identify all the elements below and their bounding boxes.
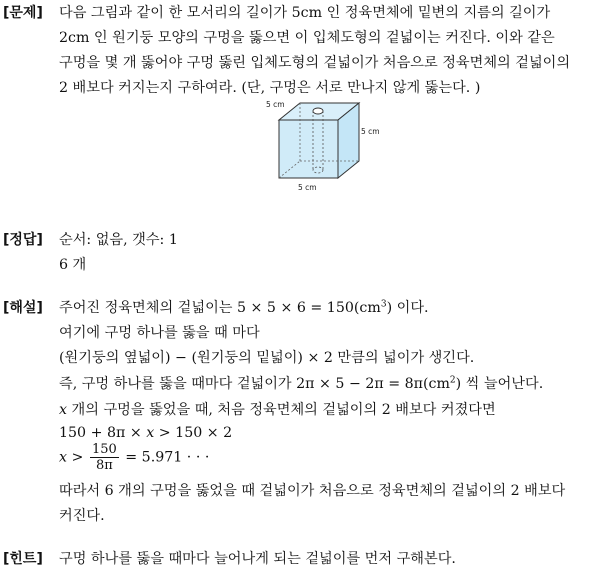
solution-line-4	[59, 373, 543, 393]
solution-l4-tail: ) 씩 늘어난다.	[455, 376, 544, 392]
solution-l5-text: 개의 구멍을 뚫었을 때, 처음 정육면체의 겉넓이의 2 배보다 커졌다면	[67, 402, 496, 418]
solution-l7-var: x	[59, 449, 68, 466]
solution-l1-text: 주어진 정육면체의 겉넓이는	[59, 300, 233, 316]
hint-tag: [힌트]	[3, 551, 43, 567]
solution-l6-b: > 150 × 2	[154, 425, 233, 441]
solution-l3-d: × 2 만큼의 넓이가 생긴다.	[302, 350, 475, 366]
solution-l6-a: 150 + 8π ×	[59, 425, 147, 441]
solution-line-9: 커진다.	[59, 508, 105, 524]
solution-line-8: 따라서 6 개의 구멍을 뚫었을 때 겉넓이가 처음으로 정육면체의 겉넓이의 2 배보다	[59, 483, 566, 499]
problem-tag: [문제]	[3, 5, 43, 21]
solution-line-2: 여기에 구멍 하나를 뚫을 때 마다	[59, 325, 260, 341]
fraction-numerator: 150	[91, 442, 117, 457]
problem-line-2: 2cm 인 원기둥 모양의 구멍을 뚫으면 이 입체도형의 겉넓이는 커진다. 이와 같은	[59, 30, 555, 46]
answer-tag: [정답]	[3, 232, 43, 248]
solution-l3-b: −	[170, 350, 192, 366]
solution-l7-tail: = 5.971 · · ·	[120, 449, 210, 466]
label-bottom: 5 cm	[298, 183, 317, 192]
label-top: 5 cm	[266, 100, 285, 109]
solution-line-3	[59, 347, 474, 367]
cube-figure	[262, 98, 392, 194]
solution-l1-math: 5 × 5 × 6 = 150(cm	[237, 300, 381, 316]
solution-l7-gt: >	[67, 449, 88, 466]
solution-l4-text: 즉, 구멍 하나를 뚫을 때마다 겉넓이가	[59, 376, 292, 392]
solution-tag: [해설]	[3, 300, 43, 316]
answer-line-1: 순서: 없음, 갯수: 1	[59, 232, 178, 248]
solution-l4-sup: 2	[449, 375, 456, 386]
problem-line-4: 2 배보다 커지는지 구하여라. (단, 구멍은 서로 만나지 않게 뚫는다. )	[59, 80, 481, 96]
solution-l4-math: 2π × 5 − 2π = 8π(cm	[296, 376, 450, 392]
fraction-denominator: 8π	[95, 458, 113, 473]
solution-line-5	[59, 399, 496, 419]
solution-line-7	[59, 443, 209, 472]
label-right: 5 cm	[361, 127, 380, 136]
solution-l3-a: (원기둥의 옆넓이)	[59, 350, 171, 366]
solution-line-6	[59, 425, 232, 441]
solution-l6-var: x	[146, 425, 155, 441]
problem-line-1: 다음 그림과 같이 한 모서리의 길이가 5cm 인 정육면체에 밑변의 지름의 길이가	[59, 5, 551, 21]
solution-l3-c: (원기둥의 밑넓이)	[191, 350, 303, 366]
solution-l7-fraction	[90, 443, 119, 472]
solution-l5-var: x	[59, 402, 68, 418]
answer-line-2: 6 개	[59, 257, 87, 273]
problem-line-3: 구멍을 몇 개 뚫어야 구멍 뚫린 입체도형의 겉넓이가 처음으로 정육면체의 겉넓이의	[59, 55, 571, 71]
solution-l1-tail: ) 이다.	[386, 300, 429, 316]
solution-l1-sup: 3	[380, 299, 387, 310]
solution-line-1	[59, 297, 429, 317]
hint-line: 구멍 하나를 뚫을 때마다 늘어나게 되는 겉넓이를 먼저 구해본다.	[59, 551, 456, 567]
